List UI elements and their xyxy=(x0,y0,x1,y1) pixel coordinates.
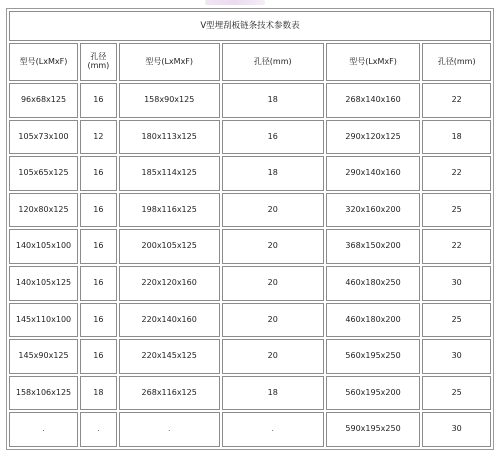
cell-model-1: . xyxy=(9,412,78,447)
column-header-hole-2: 孔径(mm) xyxy=(222,43,324,81)
cell-model-2: . xyxy=(119,412,220,447)
cell-model-2: 268x116x125 xyxy=(119,376,220,411)
cell-hole-3: 30 xyxy=(422,266,491,301)
cell-hole-1: 12 xyxy=(80,120,117,155)
cell-hole-3: 25 xyxy=(422,376,491,411)
column-header-model-2: 型号(LxMxF) xyxy=(119,43,220,81)
cell-model-1: 105x73x100 xyxy=(9,120,78,155)
cell-model-2: 220x145x125 xyxy=(119,339,220,374)
chain-spec-table xyxy=(6,8,494,450)
cell-hole-1: 16 xyxy=(80,339,117,374)
table-row xyxy=(9,193,491,228)
table-row xyxy=(9,120,491,155)
cell-hole-2: 20 xyxy=(222,266,324,301)
cell-hole-2: . xyxy=(222,412,324,447)
top-strip xyxy=(0,0,500,8)
cell-model-2: 220x140x160 xyxy=(119,303,220,338)
table-row xyxy=(9,339,491,374)
cell-hole-1: 18 xyxy=(80,376,117,411)
cell-hole-1: . xyxy=(80,412,117,447)
column-header-model-1: 型号(LxMxF) xyxy=(9,43,78,81)
cell-hole-1: 16 xyxy=(80,156,117,191)
cell-hole-2: 18 xyxy=(222,156,324,191)
cell-model-2: 220x120x160 xyxy=(119,266,220,301)
cell-hole-3: 25 xyxy=(422,193,491,228)
cell-model-2: 185x114x125 xyxy=(119,156,220,191)
title-row xyxy=(9,11,491,41)
header-row xyxy=(9,43,491,81)
table-body xyxy=(9,83,491,447)
cell-hole-2: 20 xyxy=(222,193,324,228)
table-row xyxy=(9,156,491,191)
cell-model-1: 96x68x125 xyxy=(9,83,78,118)
cell-hole-1: 16 xyxy=(80,229,117,264)
cell-model-3: 460x180x200 xyxy=(326,303,421,338)
cell-hole-3: 22 xyxy=(422,229,491,264)
cell-model-2: 158x90x125 xyxy=(119,83,220,118)
table-title: V型埋刮板链条技术参数表 xyxy=(9,11,491,41)
cell-hole-1: 16 xyxy=(80,266,117,301)
cell-model-2: 200x105x125 xyxy=(119,229,220,264)
cell-model-2: 198x116x125 xyxy=(119,193,220,228)
cell-model-3: 320x160x200 xyxy=(326,193,421,228)
cell-model-1: 140x105x100 xyxy=(9,229,78,264)
cell-hole-3: 25 xyxy=(422,303,491,338)
column-header-hole-1: 孔径(mm) xyxy=(80,43,117,81)
cell-model-3: 290x140x160 xyxy=(326,156,421,191)
cell-hole-1: 16 xyxy=(80,303,117,338)
cell-hole-2: 18 xyxy=(222,376,324,411)
table-row xyxy=(9,83,491,118)
column-header-hole-3: 孔径(mm) xyxy=(422,43,491,81)
cell-hole-2: 20 xyxy=(222,339,324,374)
cell-model-1: 158x106x125 xyxy=(9,376,78,411)
cell-hole-2: 20 xyxy=(222,229,324,264)
table-row xyxy=(9,266,491,301)
cell-model-1: 145x110x100 xyxy=(9,303,78,338)
cell-model-3: 368x150x200 xyxy=(326,229,421,264)
cell-hole-2: 16 xyxy=(222,120,324,155)
cell-hole-3: 22 xyxy=(422,83,491,118)
cell-hole-1: 16 xyxy=(80,83,117,118)
cell-model-2: 180x113x125 xyxy=(119,120,220,155)
cell-hole-3: 22 xyxy=(422,156,491,191)
cell-model-1: 120x80x125 xyxy=(9,193,78,228)
cell-model-1: 145x90x125 xyxy=(9,339,78,374)
cell-hole-3: 30 xyxy=(422,339,491,374)
cell-model-3: 268x140x160 xyxy=(326,83,421,118)
cell-model-3: 560x195x250 xyxy=(326,339,421,374)
table-row xyxy=(9,376,491,411)
table-row xyxy=(9,229,491,264)
header-decoration xyxy=(205,0,265,5)
cell-model-1: 105x65x125 xyxy=(9,156,78,191)
cell-model-3: 290x120x125 xyxy=(326,120,421,155)
column-header-model-3: 型号(LxMxF) xyxy=(326,43,421,81)
cell-hole-2: 18 xyxy=(222,83,324,118)
cell-hole-1: 16 xyxy=(80,193,117,228)
cell-hole-3: 18 xyxy=(422,120,491,155)
cell-model-3: 560x195x200 xyxy=(326,376,421,411)
cell-hole-3: 30 xyxy=(422,412,491,447)
cell-model-3: 460x180x250 xyxy=(326,266,421,301)
table-row xyxy=(9,303,491,338)
cell-model-1: 140x105x125 xyxy=(9,266,78,301)
cell-model-3: 590x195x250 xyxy=(326,412,421,447)
cell-hole-2: 20 xyxy=(222,303,324,338)
table-row xyxy=(9,412,491,447)
